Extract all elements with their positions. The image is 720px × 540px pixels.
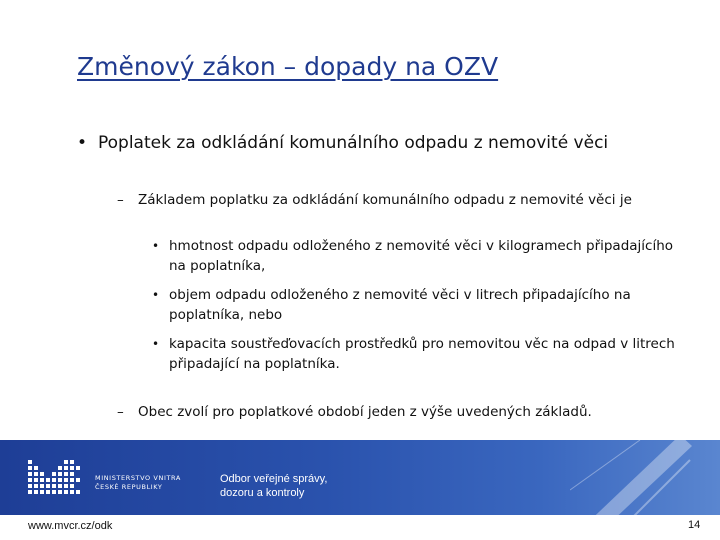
- dash-icon: –: [117, 192, 124, 208]
- department-line1: Odbor veřejné správy,: [220, 473, 328, 485]
- sub-bullet-choice-text: Obec zvolí pro poplatkové období jeden z výše uvedených základů.: [138, 404, 592, 420]
- department-line2: dozoru a kontroly: [220, 487, 305, 499]
- list-item-text: kapacita soustřeďovacích prostředků pro nemovitou věc na odpad v litrech připadající na poplatníka.: [169, 336, 675, 372]
- department-name: [220, 472, 327, 500]
- list-item-text: hmotnost odpadu odloženého z nemovité věci v kilogramech připadajícího na poplatníka,: [169, 238, 674, 274]
- list-item-text: objem odpadu odloženého z nemovité věci v litrech připadajícího na poplatníka, nebo: [169, 287, 631, 323]
- ministry-name-line2: ČESKÉ REPUBLIKY: [95, 483, 163, 491]
- bullet-icon: •: [152, 288, 160, 302]
- bullet-icon: •: [152, 239, 160, 253]
- dash-icon: –: [117, 404, 124, 420]
- bullet-icon: •: [152, 337, 160, 351]
- footer-band: [0, 440, 720, 515]
- slide-title: Změnový zákon – dopady na OZV: [77, 52, 499, 81]
- ministry-name: [95, 474, 181, 492]
- page-number: 14: [688, 519, 701, 531]
- ministry-name-line1: MINISTERSTVO VNITRA: [95, 474, 181, 482]
- bullet-icon: •: [77, 133, 88, 153]
- main-bullet-text: Poplatek za odkládání komunálního odpadu z nemovité věci: [98, 133, 609, 153]
- ministry-logo-icon: [28, 460, 90, 500]
- sub-bullet-base-text: Základem poplatku za odkládání komunálního odpadu z nemovité věci je: [138, 192, 632, 208]
- pen-decoration-icon: [570, 440, 700, 515]
- footer-url[interactable]: www.mvcr.cz/odk: [28, 520, 113, 532]
